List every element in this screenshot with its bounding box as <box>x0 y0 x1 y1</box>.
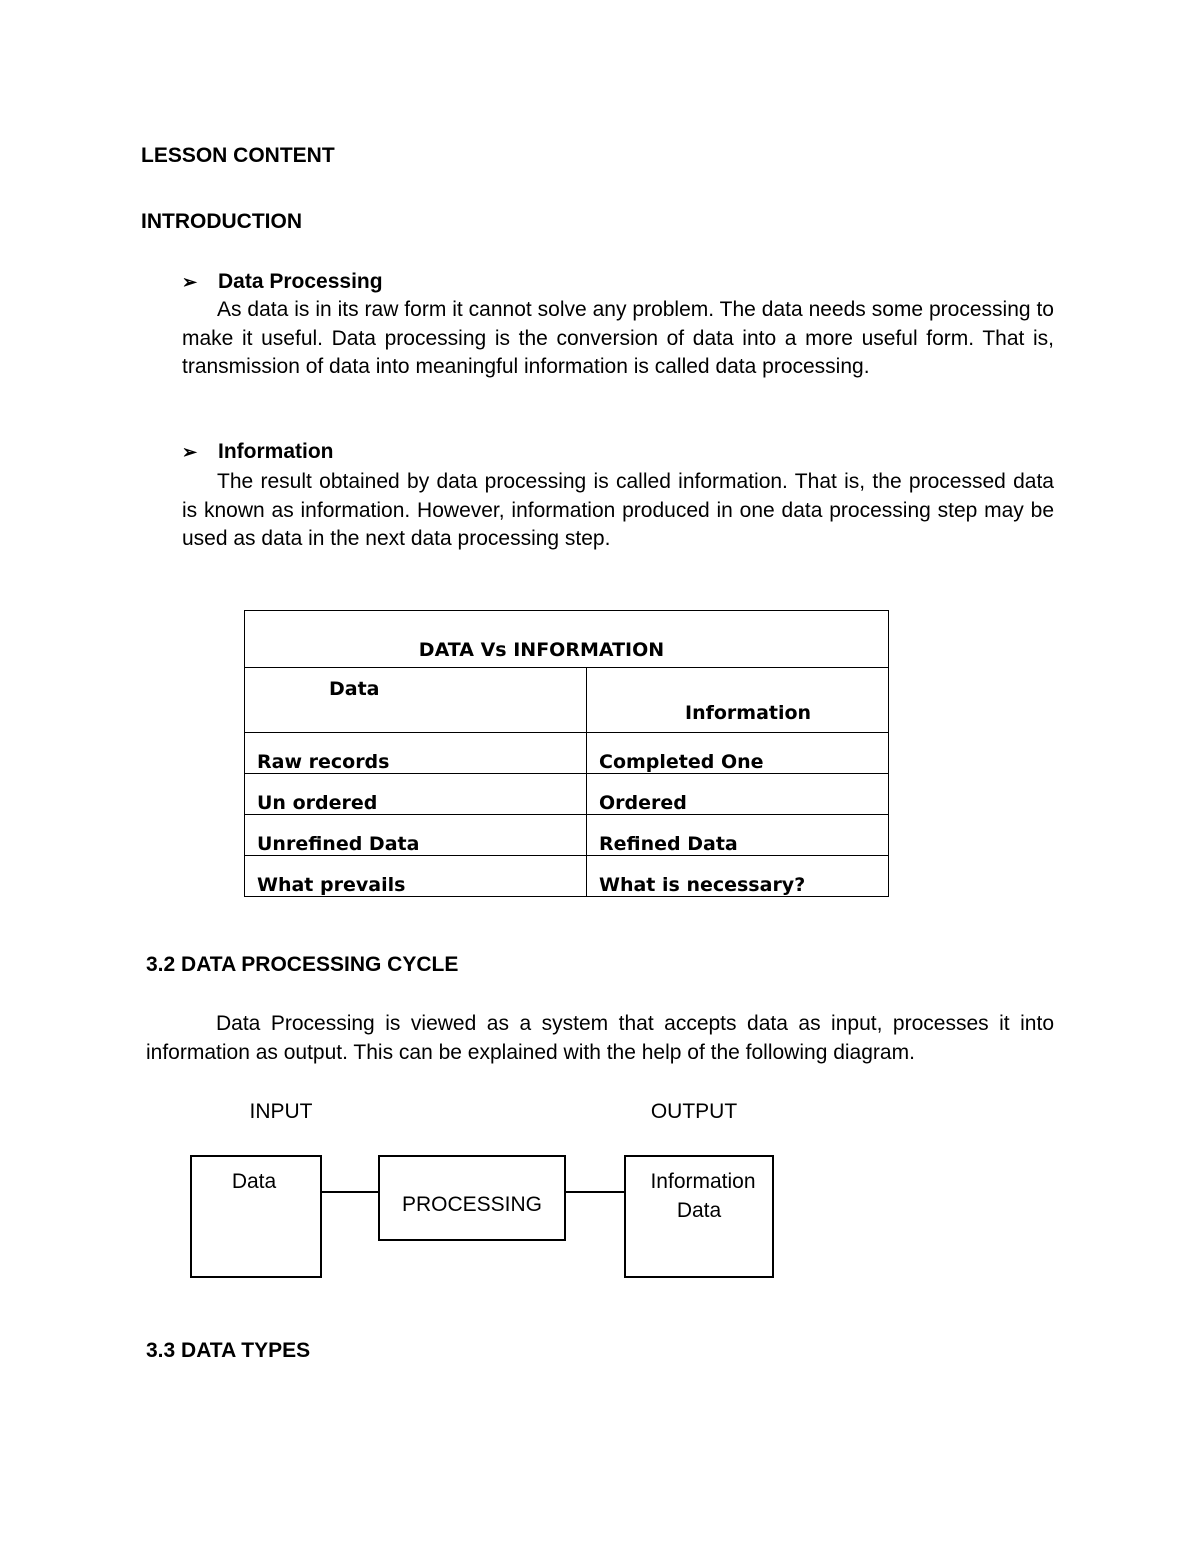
table-cell: What prevails <box>245 856 587 897</box>
table-cell: Completed One <box>587 733 889 774</box>
information-title: Information <box>218 440 334 463</box>
table-row <box>245 733 889 774</box>
table-cell: Refined Data <box>587 815 889 856</box>
bullet-arrow-icon: ➢ <box>182 442 198 462</box>
table-cell: Ordered <box>587 774 889 815</box>
introduction-heading: INTRODUCTION <box>141 210 302 233</box>
information-paragraph: The result obtained by data processing is called information. That is, the processed data is known as information. However, information produced in one data processing step may be used as data in the next data processing step. <box>182 470 1054 550</box>
information-subheading <box>182 440 334 464</box>
data-vs-information-table <box>244 610 889 897</box>
table-cell: Un ordered <box>245 774 587 815</box>
output-label: OUTPUT <box>650 1100 738 1123</box>
data-processing-paragraph: As data is in its raw form it cannot solve any problem. The data needs some processing to make it useful. Data processing is the conversion of data into a more useful form. That is, transmission of data into meaningful information is called data processing. <box>182 298 1054 378</box>
table-title-row <box>245 611 889 668</box>
connector-line <box>322 1191 378 1193</box>
output-box-label-line2: Data <box>676 1199 722 1222</box>
input-box <box>190 1155 322 1278</box>
table-header-row <box>245 668 889 733</box>
header-data: Data <box>245 668 587 733</box>
data-processing-subheading <box>182 270 383 294</box>
cycle-paragraph: Data Processing is viewed as a system that accepts data as input, processes it into information as output. This can be explained with the help of the following diagram. <box>146 1012 1054 1064</box>
header-information: Information <box>587 668 889 733</box>
table-row <box>245 856 889 897</box>
processing-box <box>378 1155 566 1241</box>
table-cell: What is necessary? <box>587 856 889 897</box>
data-processing-title: Data Processing <box>218 270 383 293</box>
connector-line <box>566 1191 624 1193</box>
cycle-heading: 3.2 DATA PROCESSING CYCLE <box>146 953 459 976</box>
table-row <box>245 774 889 815</box>
input-box-label: Data <box>231 1170 277 1193</box>
table-cell: Raw records <box>245 733 587 774</box>
input-label: INPUT <box>249 1100 313 1123</box>
bullet-arrow-icon: ➢ <box>182 272 198 292</box>
processing-box-label: PROCESSING <box>401 1193 543 1216</box>
output-box-label-line1: Information <box>650 1170 756 1193</box>
output-box <box>624 1155 774 1278</box>
table-title: DATA Vs INFORMATION <box>245 611 889 668</box>
table-row <box>245 815 889 856</box>
data-types-heading: 3.3 DATA TYPES <box>146 1339 311 1362</box>
lesson-content-heading: LESSON CONTENT <box>141 144 335 167</box>
table-cell: Unrefined Data <box>245 815 587 856</box>
